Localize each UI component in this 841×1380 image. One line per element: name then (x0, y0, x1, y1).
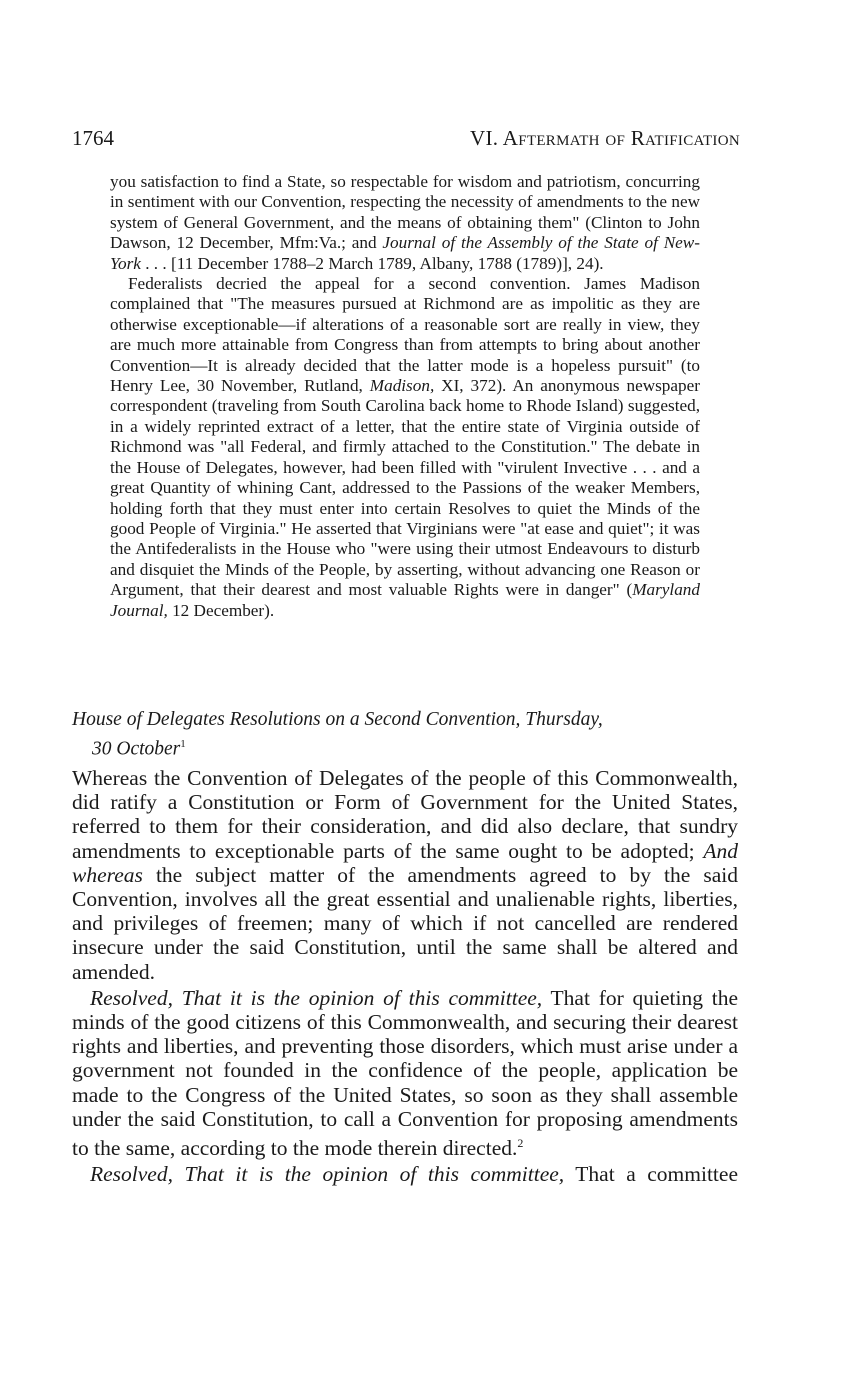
running-head-word2-cap: R (630, 126, 646, 150)
footnote-marker: 1 (180, 738, 186, 750)
body-paragraph-2 (72, 986, 738, 1161)
running-head (470, 126, 740, 151)
editorial-note (110, 172, 700, 621)
running-head-word1-cap: A (502, 126, 519, 150)
body-text: That for quieting the minds of the good citizens of this Commonwealth, and securing their dearest rights and liberties, and preventing those disorders, which must arise under a government not founded in the confidence of the people, application be made to the Congress of the United States, so soon as they shall assemble under the said Constitution, to call a Convention for proposing amendments to the same, according to the mode therein directed. (72, 985, 739, 1161)
note-paragraph-1 (110, 172, 700, 274)
heading-date: 30 October (92, 738, 181, 760)
running-head-word2-rest: atification (645, 126, 740, 150)
running-head-numeral: VI. (470, 126, 499, 150)
note-text: 12 December). (167, 600, 275, 620)
resolved-clause: Resolved, That it is the opinion of this committee, (90, 985, 543, 1010)
body-text: the subject matter of the amendments agreed to by the said Convention, involves all the great essential and unalienable rights, liberties, and privileges of freemen; many of which if not cancelled are rendered insecure under the said Constitution, until the same shall be altered and amended. (72, 862, 738, 984)
page-number: 1764 (72, 126, 114, 150)
and-whereas: And whereas (72, 838, 738, 887)
body-text: That a committee (564, 1162, 738, 1187)
body-paragraph-3 (72, 1162, 738, 1186)
heading-line-2 (72, 732, 740, 762)
note-text: you satisfaction to find a State, so respectable for wisdom and patriotism, concurring in sentiment with our Convention, respecting the necessity of amendments to the new system of General Government, and the means of obtaining them" (Clinton to John Dawson, 12 December, Mfm:Va.; and (110, 172, 700, 253)
heading-line-1: House of Delegates Resolutions on a Second Convention, Thursday, (72, 709, 603, 730)
page-header (72, 126, 740, 156)
note-text: XI, 372). An anonymous newspaper correspondent (traveling from South Carolina back home to Rhode Island) suggested, in a widely reprinted extract of a letter, that the entire state of Virginia outside of Richmond was "all Federal, and firmly attached to the Constitution." The debate in the House of Delegates, however, had been filled with "virulent Invective . . . and a great Quantity of whining Cant, addressed to the Passions of the weaker Members, holding forth that they must enter into certain Resolves to quiet the Minds of the good People of Virginia." He asserted that Virginians were "at ease and quiet"; it was the Antifederalists in the House who "were using their utmost Endeavours to disturb and disquiet the Minds of the People, by asserting, without advancing one Reason or Argument, that their dearest and most valuable Rights were in danger" ( (110, 376, 700, 600)
body-paragraph-1 (72, 766, 738, 984)
running-head-of: of (605, 126, 626, 150)
note-text: . . . [11 December 1788–2 March 1789, Albany, 1788 (1789)], 24). (140, 253, 604, 273)
running-head-word1-rest: ftermath (518, 126, 600, 150)
note-paragraph-2 (110, 274, 700, 621)
footnote-marker: 2 (517, 1136, 524, 1151)
madison-title: Madison, (369, 376, 435, 396)
resolved-clause: Resolved, That it is the opinion of this committee, (90, 1162, 565, 1187)
document-heading (72, 708, 740, 762)
journal-title: Journal of the Assembly of the State of New-York (110, 233, 700, 273)
document-body (72, 766, 738, 1189)
body-text: Whereas the Convention of Delegates of the people of this Commonwealth, did ratify a Constitution or Form of Government for the United States, referred to them for their consideration, and did also declare, that sundry amendments to exceptionable parts of the same ought to be adopted; (72, 766, 738, 863)
note-text: Federalists decried the appeal for a second convention. James Madison complained that "The measures pursued at Richmond are as impolitic as they are otherwise exceptionable—if alterations of a reasonable sort are really in view, they are much more attainable from Congress than from attempts to bring about another Convention—It is already decided that the latter mode is a hopeless pursuit" (to Henry Lee, 30 November, Rutland, (110, 274, 700, 396)
maryland-journal-title: Maryland Journal, (110, 580, 700, 620)
